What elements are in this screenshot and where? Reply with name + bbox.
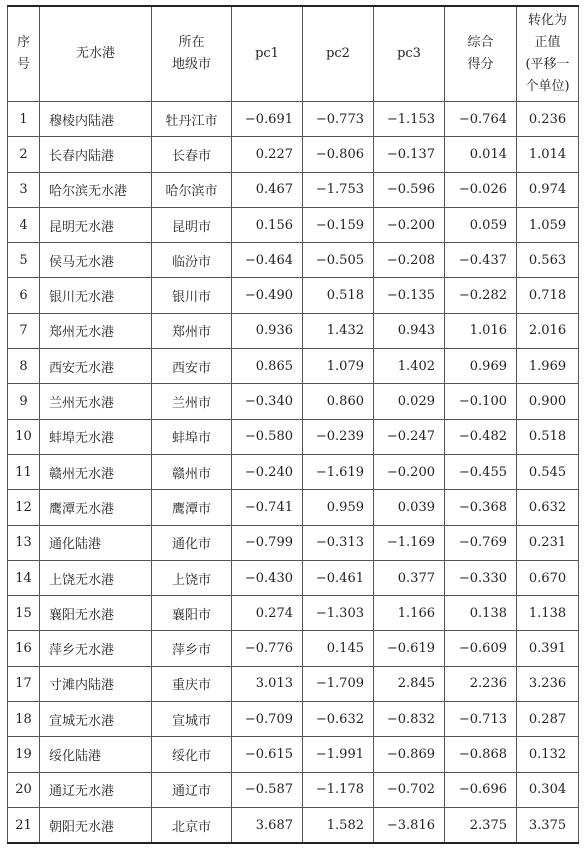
cell-score: −0.868 <box>445 737 517 772</box>
cell-score: −0.437 <box>445 243 517 278</box>
cell-index: 1 <box>8 102 40 137</box>
cell-pc2: −0.806 <box>303 137 374 172</box>
cell-score: −0.764 <box>445 102 517 137</box>
cell-positive: 0.518 <box>517 419 579 454</box>
cell-pc1: 3.687 <box>232 807 303 843</box>
cell-positive: 0.231 <box>517 525 579 560</box>
cell-city: 长春市 <box>152 137 232 172</box>
cell-pc2: 0.145 <box>303 631 374 666</box>
cell-pc3: 0.029 <box>374 384 445 419</box>
cell-score: −0.282 <box>445 278 517 313</box>
header-pc1: pc1 <box>232 6 303 102</box>
cell-pc3: 1.166 <box>374 596 445 631</box>
cell-score: −0.482 <box>445 419 517 454</box>
cell-score: 0.969 <box>445 349 517 384</box>
cell-city: 通化市 <box>152 525 232 560</box>
cell-positive: 0.287 <box>517 702 579 737</box>
cell-positive: 1.138 <box>517 596 579 631</box>
cell-pc2: 1.432 <box>303 313 374 348</box>
cell-score: 0.014 <box>445 137 517 172</box>
table-row <box>8 384 579 419</box>
cell-pc3: 0.039 <box>374 490 445 525</box>
cell-index: 9 <box>8 384 40 419</box>
header-score: 综合 得分 <box>445 6 517 102</box>
cell-pc3: −0.702 <box>374 772 445 807</box>
table-header <box>8 6 579 102</box>
cell-pc3: −0.208 <box>374 243 445 278</box>
cell-city: 昆明市 <box>152 207 232 242</box>
cell-index: 8 <box>8 349 40 384</box>
cell-score: 2.375 <box>445 807 517 843</box>
cell-pc2: −0.632 <box>303 702 374 737</box>
cell-pc3: 0.943 <box>374 313 445 348</box>
cell-port: 西安无水港 <box>40 349 152 384</box>
cell-pc3: −1.153 <box>374 102 445 137</box>
cell-positive: 0.545 <box>517 454 579 489</box>
cell-score: −0.609 <box>445 631 517 666</box>
cell-pc1: −0.430 <box>232 560 303 595</box>
cell-pc1: −0.691 <box>232 102 303 137</box>
cell-positive: 1.014 <box>517 137 579 172</box>
cell-city: 赣州市 <box>152 454 232 489</box>
cell-pc1: −0.587 <box>232 772 303 807</box>
cell-pc2: 1.582 <box>303 807 374 843</box>
table-row <box>8 772 579 807</box>
cell-pc1: −0.580 <box>232 419 303 454</box>
cell-pc2: −0.505 <box>303 243 374 278</box>
table-row <box>8 172 579 207</box>
cell-pc1: 0.936 <box>232 313 303 348</box>
cell-port: 银川无水港 <box>40 278 152 313</box>
cell-city: 襄阳市 <box>152 596 232 631</box>
cell-positive: 0.632 <box>517 490 579 525</box>
table-row <box>8 525 579 560</box>
cell-pc3: −3.816 <box>374 807 445 843</box>
header-positive: 转化为 正值 (平移一 个单位) <box>517 6 579 102</box>
cell-port: 宣城无水港 <box>40 702 152 737</box>
cell-pc3: −0.869 <box>374 737 445 772</box>
cell-index: 11 <box>8 454 40 489</box>
cell-pc2: −1.619 <box>303 454 374 489</box>
table-row <box>8 631 579 666</box>
cell-pc2: −1.303 <box>303 596 374 631</box>
cell-score: −0.368 <box>445 490 517 525</box>
cell-index: 4 <box>8 207 40 242</box>
cell-city: 通辽市 <box>152 772 232 807</box>
cell-index: 15 <box>8 596 40 631</box>
cell-pc1: −0.799 <box>232 525 303 560</box>
cell-pc3: −1.169 <box>374 525 445 560</box>
cell-port: 郑州无水港 <box>40 313 152 348</box>
cell-index: 3 <box>8 172 40 207</box>
header-port: 无水港 <box>40 6 152 102</box>
table-row <box>8 102 579 137</box>
cell-score: 0.138 <box>445 596 517 631</box>
cell-port: 通化陆港 <box>40 525 152 560</box>
cell-city: 蚌埠市 <box>152 419 232 454</box>
cell-city: 兰州市 <box>152 384 232 419</box>
cell-pc3: 1.402 <box>374 349 445 384</box>
table-row <box>8 137 579 172</box>
cell-city: 哈尔滨市 <box>152 172 232 207</box>
cell-score: −0.713 <box>445 702 517 737</box>
cell-city: 上饶市 <box>152 560 232 595</box>
cell-pc2: −1.709 <box>303 666 374 701</box>
cell-pc1: −0.240 <box>232 454 303 489</box>
cell-pc2: 0.518 <box>303 278 374 313</box>
data-table <box>7 5 579 844</box>
cell-positive: 0.236 <box>517 102 579 137</box>
cell-port: 昆明无水港 <box>40 207 152 242</box>
cell-index: 6 <box>8 278 40 313</box>
table-row <box>8 207 579 242</box>
table-row <box>8 490 579 525</box>
cell-pc3: −0.832 <box>374 702 445 737</box>
cell-pc2: −0.159 <box>303 207 374 242</box>
cell-city: 宣城市 <box>152 702 232 737</box>
header-pc3: pc3 <box>374 6 445 102</box>
cell-city: 绥化市 <box>152 737 232 772</box>
cell-port: 赣州无水港 <box>40 454 152 489</box>
cell-port: 寸滩内陆港 <box>40 666 152 701</box>
cell-pc1: −0.340 <box>232 384 303 419</box>
cell-port: 鹰潭无水港 <box>40 490 152 525</box>
table-row <box>8 807 579 843</box>
cell-port: 朝阳无水港 <box>40 807 152 843</box>
cell-positive: 0.900 <box>517 384 579 419</box>
cell-pc1: −0.490 <box>232 278 303 313</box>
cell-pc1: −0.776 <box>232 631 303 666</box>
cell-pc3: 2.845 <box>374 666 445 701</box>
cell-index: 7 <box>8 313 40 348</box>
cell-pc3: −0.135 <box>374 278 445 313</box>
cell-pc2: −0.239 <box>303 419 374 454</box>
cell-port: 哈尔滨无水港 <box>40 172 152 207</box>
cell-pc1: −0.464 <box>232 243 303 278</box>
cell-pc1: 0.156 <box>232 207 303 242</box>
cell-pc1: 3.013 <box>232 666 303 701</box>
cell-pc3: −0.247 <box>374 419 445 454</box>
cell-pc3: −0.200 <box>374 207 445 242</box>
table-row <box>8 243 579 278</box>
cell-index: 12 <box>8 490 40 525</box>
header-row <box>8 6 579 102</box>
cell-positive: 0.974 <box>517 172 579 207</box>
cell-pc3: −0.596 <box>374 172 445 207</box>
cell-pc1: 0.274 <box>232 596 303 631</box>
cell-positive: 0.132 <box>517 737 579 772</box>
cell-score: −0.769 <box>445 525 517 560</box>
cell-score: 0.059 <box>445 207 517 242</box>
table-row <box>8 349 579 384</box>
table-row <box>8 419 579 454</box>
cell-positive: 0.718 <box>517 278 579 313</box>
cell-score: −0.455 <box>445 454 517 489</box>
cell-port: 侯马无水港 <box>40 243 152 278</box>
table-row <box>8 596 579 631</box>
cell-positive: 1.059 <box>517 207 579 242</box>
table-row <box>8 737 579 772</box>
cell-pc2: 1.079 <box>303 349 374 384</box>
cell-port: 穆棱内陆港 <box>40 102 152 137</box>
cell-city: 萍乡市 <box>152 631 232 666</box>
cell-pc1: −0.709 <box>232 702 303 737</box>
cell-score: −0.026 <box>445 172 517 207</box>
cell-score: −0.696 <box>445 772 517 807</box>
cell-city: 鹰潭市 <box>152 490 232 525</box>
cell-pc2: −1.178 <box>303 772 374 807</box>
cell-index: 5 <box>8 243 40 278</box>
cell-pc2: −1.753 <box>303 172 374 207</box>
cell-port: 长春内陆港 <box>40 137 152 172</box>
header-city: 所在 地级市 <box>152 6 232 102</box>
cell-port: 上饶无水港 <box>40 560 152 595</box>
table-row <box>8 313 579 348</box>
cell-city: 重庆市 <box>152 666 232 701</box>
cell-city: 临汾市 <box>152 243 232 278</box>
header-pc2: pc2 <box>303 6 374 102</box>
cell-pc1: 0.227 <box>232 137 303 172</box>
cell-index: 14 <box>8 560 40 595</box>
cell-positive: 0.391 <box>517 631 579 666</box>
cell-index: 20 <box>8 772 40 807</box>
cell-city: 西安市 <box>152 349 232 384</box>
cell-port: 兰州无水港 <box>40 384 152 419</box>
cell-port: 通辽无水港 <box>40 772 152 807</box>
cell-positive: 1.969 <box>517 349 579 384</box>
cell-score: 1.016 <box>445 313 517 348</box>
table-row <box>8 666 579 701</box>
cell-pc1: −0.615 <box>232 737 303 772</box>
cell-pc1: −0.741 <box>232 490 303 525</box>
cell-city: 北京市 <box>152 807 232 843</box>
table-row <box>8 454 579 489</box>
cell-index: 16 <box>8 631 40 666</box>
cell-positive: 3.236 <box>517 666 579 701</box>
cell-index: 19 <box>8 737 40 772</box>
cell-pc1: 0.467 <box>232 172 303 207</box>
cell-pc2: −1.991 <box>303 737 374 772</box>
cell-positive: 0.670 <box>517 560 579 595</box>
cell-index: 13 <box>8 525 40 560</box>
table-row <box>8 560 579 595</box>
cell-index: 10 <box>8 419 40 454</box>
header-index: 序 号 <box>8 6 40 102</box>
cell-pc2: 0.959 <box>303 490 374 525</box>
cell-positive: 3.375 <box>517 807 579 843</box>
cell-pc2: −0.773 <box>303 102 374 137</box>
cell-score: −0.100 <box>445 384 517 419</box>
cell-positive: 2.016 <box>517 313 579 348</box>
cell-pc3: 0.377 <box>374 560 445 595</box>
cell-index: 21 <box>8 807 40 843</box>
table-row <box>8 702 579 737</box>
cell-positive: 0.563 <box>517 243 579 278</box>
cell-port: 蚌埠无水港 <box>40 419 152 454</box>
cell-port: 绥化陆港 <box>40 737 152 772</box>
cell-city: 郑州市 <box>152 313 232 348</box>
cell-pc2: 0.860 <box>303 384 374 419</box>
cell-pc2: −0.461 <box>303 560 374 595</box>
cell-score: 2.236 <box>445 666 517 701</box>
cell-port: 襄阳无水港 <box>40 596 152 631</box>
cell-pc2: −0.313 <box>303 525 374 560</box>
cell-index: 18 <box>8 702 40 737</box>
cell-city: 银川市 <box>152 278 232 313</box>
cell-index: 17 <box>8 666 40 701</box>
cell-score: −0.330 <box>445 560 517 595</box>
cell-pc3: −0.137 <box>374 137 445 172</box>
cell-positive: 0.304 <box>517 772 579 807</box>
cell-port: 萍乡无水港 <box>40 631 152 666</box>
cell-pc3: −0.619 <box>374 631 445 666</box>
cell-city: 牡丹江市 <box>152 102 232 137</box>
table-body <box>8 102 579 844</box>
table-row <box>8 278 579 313</box>
cell-pc1: 0.865 <box>232 349 303 384</box>
cell-pc3: −0.200 <box>374 454 445 489</box>
cell-index: 2 <box>8 137 40 172</box>
